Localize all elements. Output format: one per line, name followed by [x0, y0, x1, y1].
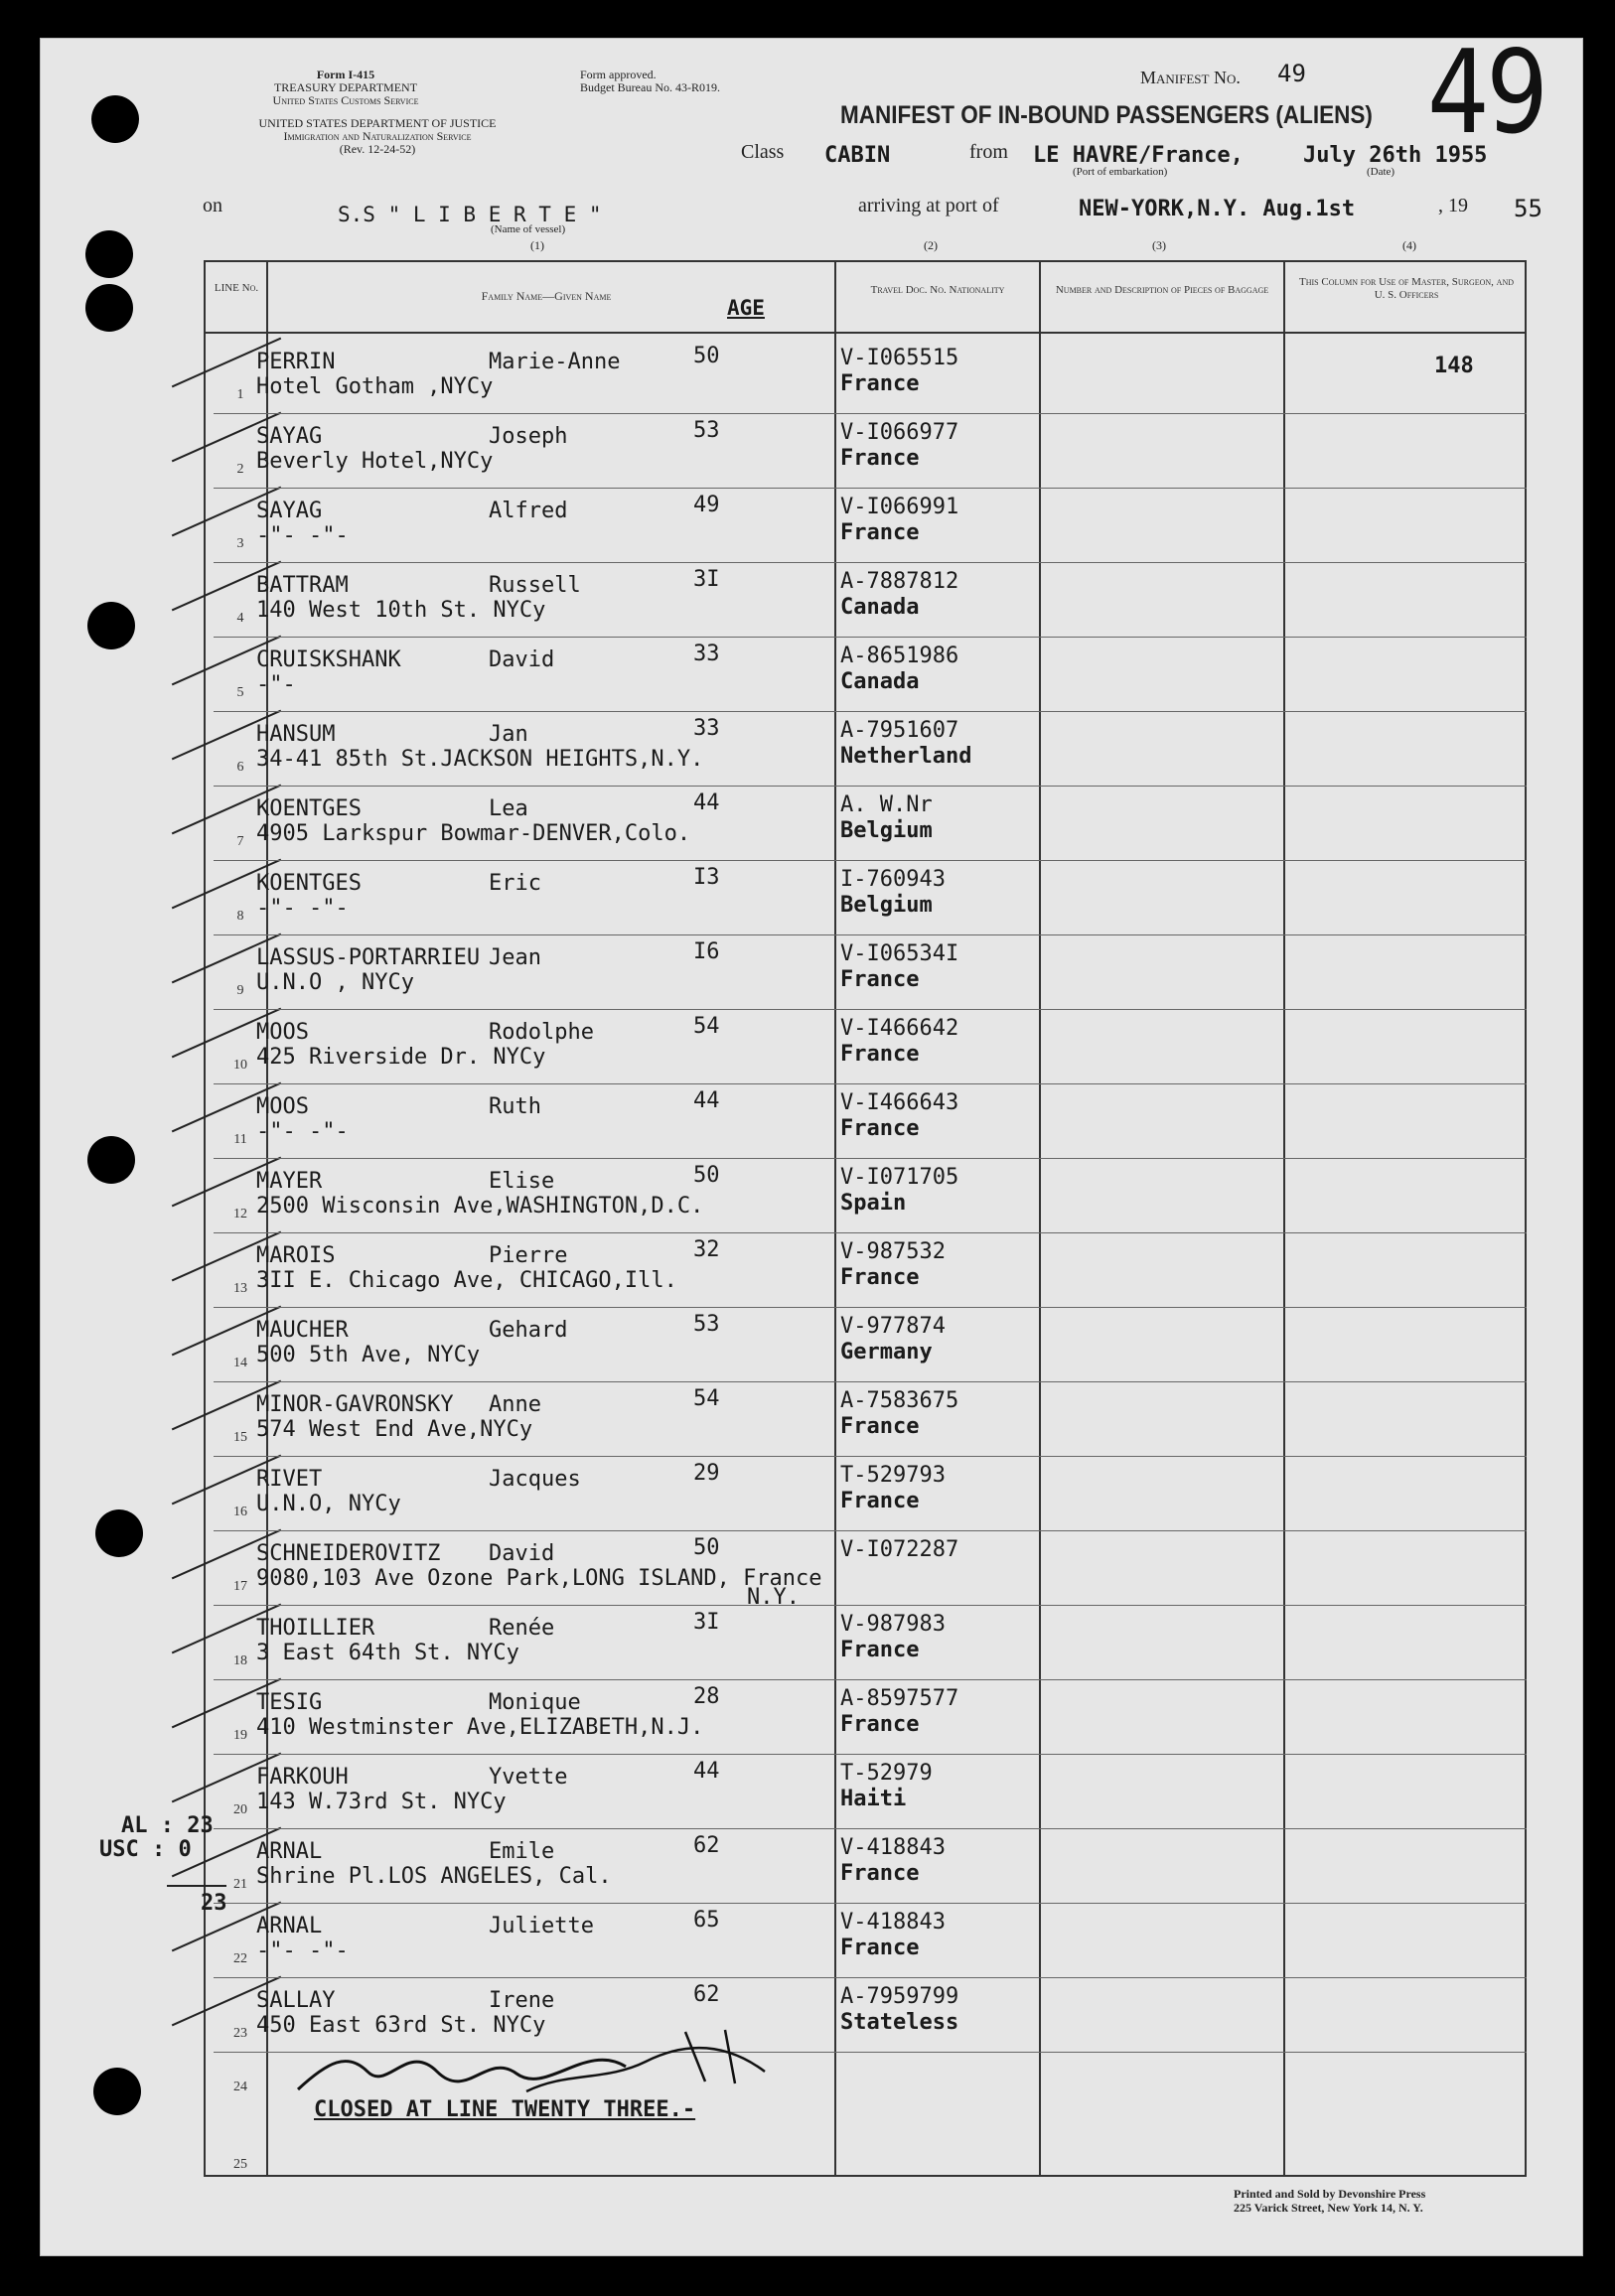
- family-name: CRUISKSHANK: [256, 647, 401, 672]
- address: -"- -"-: [256, 1938, 349, 1963]
- header-form-id: Form I-415: [316, 68, 375, 81]
- nationality: Germany: [840, 1340, 933, 1364]
- nationality: France: [840, 446, 920, 471]
- travel-doc-number: V-I066977: [840, 420, 959, 445]
- age-value: 53: [693, 1312, 720, 1337]
- officer-signature: [288, 2012, 884, 2107]
- travel-doc-number: V-977874: [840, 1314, 946, 1339]
- nationality: France: [840, 967, 920, 992]
- year-suffix: 55: [1514, 195, 1542, 222]
- address: Shrine Pl.LOS ANGELES, Cal.: [256, 1864, 612, 1889]
- age-value: 33: [693, 642, 720, 666]
- footer-printer: Printed and Sold by Devonshire Press: [1234, 2187, 1426, 2201]
- row-divider: [214, 1903, 1527, 1904]
- row-divider: [214, 1307, 1527, 1308]
- address: 4905 Larkspur Bowmar-DENVER,Colo.: [256, 821, 691, 846]
- table-row: [0, 1684, 1542, 1764]
- age-value: 53: [693, 418, 720, 443]
- family-name: PERRIN: [256, 350, 336, 374]
- line-number: 20: [233, 1802, 247, 1817]
- punch-hole: [93, 2068, 141, 2115]
- line-number: 23: [233, 2026, 247, 2041]
- col-baggage: Number and Description of Pieces of Baggage: [1055, 284, 1269, 296]
- travel-doc-number: A-7959799: [840, 1984, 959, 2009]
- age-value: 3I: [693, 1610, 720, 1635]
- table-row: [0, 567, 1542, 646]
- address: 574 West End Ave,NYCy: [256, 1417, 533, 1442]
- address: -"- -"-: [256, 523, 349, 548]
- port-caption: (Port of embarkation): [1073, 166, 1168, 178]
- row-divider: [214, 1158, 1527, 1159]
- age-value: I3: [693, 865, 720, 890]
- table-row: [0, 1088, 1542, 1168]
- line-number: 21: [233, 1877, 247, 1892]
- family-name: LASSUS-PORTARRIEU: [256, 945, 481, 970]
- given-name: Marie-Anne: [489, 350, 621, 374]
- age-value: 50: [693, 344, 720, 368]
- travel-doc-number: V-I466643: [840, 1090, 959, 1115]
- manifest-no-value: 49: [1277, 60, 1306, 87]
- row-divider: [214, 1679, 1527, 1680]
- row-divider: [214, 934, 1527, 935]
- travel-doc-number: T-529793: [840, 1463, 946, 1488]
- col-line-no: LINE No.: [214, 282, 259, 294]
- row-divider: [214, 711, 1527, 712]
- table-row: [0, 865, 1542, 944]
- nationality: Canada: [840, 595, 920, 620]
- travel-doc-number: A-8597577: [840, 1686, 959, 1711]
- travel-doc-number: V-I466642: [840, 1016, 959, 1041]
- given-name: Monique: [489, 1690, 581, 1715]
- table-row: [0, 939, 1542, 1019]
- col-age: AGE: [727, 296, 765, 320]
- line-number: 5: [236, 685, 244, 700]
- line-number: 6: [236, 760, 244, 775]
- vessel-caption: (Name of vessel): [491, 223, 566, 235]
- line-number: 4: [236, 611, 244, 626]
- address: 410 Westminster Ave,ELIZABETH,N.J.: [256, 1715, 704, 1740]
- row-divider: [214, 413, 1527, 414]
- family-name: SCHNEIDEROVITZ: [256, 1541, 441, 1566]
- nationality: France: [840, 1414, 920, 1439]
- age-value: 54: [693, 1014, 720, 1039]
- vessel-name: S.S " L I B E R T E ": [338, 203, 602, 226]
- family-name: MOOS: [256, 1094, 309, 1119]
- given-name: Irene: [489, 1988, 555, 2013]
- given-name: David: [489, 1541, 555, 1566]
- date-value: July 26th 1955: [1303, 143, 1488, 168]
- col-officers: This Column for Use of Master, Surgeon, and U. S. Officers: [1299, 276, 1514, 301]
- travel-doc-number: V-I071705: [840, 1165, 959, 1190]
- travel-doc-number: V-987532: [840, 1239, 946, 1264]
- travel-doc-number: V-418843: [840, 1910, 946, 1935]
- nationality: Spain: [840, 1191, 907, 1216]
- travel-doc-number: V-987983: [840, 1612, 946, 1637]
- given-name: Alfred: [489, 499, 568, 523]
- address: U.N.O, NYCy: [256, 1492, 401, 1516]
- address: 3 East 64th St. NYCy: [256, 1641, 519, 1665]
- row-divider: [214, 1381, 1527, 1382]
- line-number: 11: [233, 1132, 247, 1147]
- given-name: Rodolphe: [489, 1020, 594, 1045]
- table-row: [0, 1610, 1542, 1689]
- given-name: Ruth: [489, 1094, 541, 1119]
- family-name: THOILLIER: [256, 1616, 375, 1641]
- big-manifest-number: 49: [1427, 26, 1545, 160]
- line-number: 10: [233, 1058, 247, 1073]
- line-number: 1: [236, 387, 244, 402]
- age-value: 29: [693, 1461, 720, 1486]
- table-row: [0, 418, 1542, 498]
- row-divider: [214, 637, 1527, 638]
- row-divider: [214, 1605, 1527, 1606]
- nationality: Canada: [840, 669, 920, 694]
- manifest-no-label: Manifest No.: [1140, 68, 1241, 87]
- given-name: Gehard: [489, 1318, 568, 1343]
- line-number: 13: [233, 1281, 247, 1296]
- nationality: France: [840, 1861, 920, 1886]
- line-number: 19: [233, 1728, 247, 1743]
- year-prefix: , 19: [1438, 195, 1468, 216]
- nationality: Belgium: [840, 818, 933, 843]
- family-name: BATTRAM: [256, 573, 349, 598]
- table-row: [0, 1908, 1542, 1987]
- address: U.N.O , NYCy: [256, 970, 414, 995]
- family-name: ARNAL: [256, 1839, 323, 1864]
- travel-doc-number: A-7887812: [840, 569, 959, 594]
- age-value: 44: [693, 790, 720, 815]
- age-value: 62: [693, 1982, 720, 2007]
- line-number: 7: [236, 834, 244, 849]
- family-name: SAYAG: [256, 499, 323, 523]
- travel-doc-number: A-8651986: [840, 644, 959, 668]
- col-num-2: (2): [924, 238, 938, 252]
- age-value: 54: [693, 1386, 720, 1411]
- given-name: Jan: [489, 722, 528, 747]
- nationality: France: [840, 1638, 920, 1662]
- nationality: France: [840, 1489, 920, 1513]
- extra-ny-note: N.Y.: [747, 1585, 800, 1610]
- nationality: France: [840, 1116, 920, 1141]
- line-number-24: 24: [233, 2080, 247, 2094]
- travel-doc-number: V-I072287: [840, 1537, 959, 1562]
- line-number: 15: [233, 1430, 247, 1445]
- address: 140 West 10th St. NYCy: [256, 598, 546, 623]
- line-number: 9: [236, 983, 244, 998]
- line-number: 3: [236, 536, 244, 551]
- travel-doc-number: T-52979: [840, 1761, 933, 1786]
- arriving-label: arriving at port of: [858, 195, 999, 216]
- table-row: [0, 790, 1542, 870]
- age-value: 3I: [693, 567, 720, 592]
- line-number: 18: [233, 1653, 247, 1668]
- family-name: SALLAY: [256, 1988, 336, 2013]
- nationality: Haiti: [840, 1787, 907, 1811]
- table-row: [0, 1312, 1542, 1391]
- from-value: LE HAVRE/France,: [1033, 143, 1244, 168]
- header-approved: Form approved.: [580, 68, 657, 81]
- nationality: France: [840, 371, 920, 396]
- row-divider: [214, 1009, 1527, 1010]
- closed-note: CLOSED AT LINE TWENTY THREE.-: [314, 2097, 696, 2122]
- row-divider: [214, 1828, 1527, 1829]
- age-value: I6: [693, 939, 720, 964]
- nationality: Belgium: [840, 893, 933, 918]
- table-row: [0, 493, 1542, 572]
- line-number: 2: [236, 462, 244, 477]
- address: 2500 Wisconsin Ave,WASHINGTON,D.C.: [256, 1194, 704, 1219]
- nationality: France: [840, 1936, 920, 1960]
- header-budget: Budget Bureau No. 43-R019.: [580, 80, 720, 94]
- table-row: [0, 1163, 1542, 1242]
- header-customs: United States Customs Service: [272, 93, 419, 107]
- given-name: Joseph: [489, 424, 568, 449]
- family-name: KOENTGES: [256, 871, 362, 896]
- given-name: Elise: [489, 1169, 555, 1194]
- travel-doc-number: V-418843: [840, 1835, 946, 1860]
- table-row: [0, 344, 1542, 423]
- class-label: Class: [741, 141, 785, 163]
- on-label: on: [203, 195, 222, 216]
- given-name: Juliette: [489, 1914, 594, 1938]
- header-justice: UNITED STATES DEPARTMENT OF JUSTICE: [258, 116, 497, 130]
- travel-doc-number: V-I065515: [840, 346, 959, 370]
- age-value: 49: [693, 493, 720, 517]
- arrival-port: NEW-YORK,N.Y. Aug.1st: [1079, 197, 1356, 221]
- family-name: SAYAG: [256, 424, 323, 449]
- age-value: 62: [693, 1833, 720, 1858]
- travel-doc-number: V-I06534I: [840, 941, 959, 966]
- address: 450 East 63rd St. NYCy: [256, 2013, 546, 2038]
- table-bottom-border: [204, 2175, 1527, 2177]
- travel-doc-number: I-760943: [840, 867, 946, 892]
- address: 3II E. Chicago Ave, CHICAGO,Ill.: [256, 1268, 677, 1293]
- col-num-3: (3): [1152, 238, 1166, 252]
- punch-hole: [91, 95, 139, 143]
- officer-note: 148: [1434, 354, 1474, 378]
- row-divider: [214, 488, 1527, 489]
- row-divider: [214, 1977, 1527, 1978]
- from-label: from: [969, 141, 1008, 163]
- nationality: Stateless: [840, 2010, 959, 2035]
- given-name: Jacques: [489, 1467, 581, 1492]
- age-value: 33: [693, 716, 720, 741]
- date-caption: (Date): [1367, 166, 1395, 178]
- tally-underline: [167, 1885, 226, 1887]
- given-name: Emile: [489, 1839, 555, 1864]
- age-value: 32: [693, 1237, 720, 1262]
- family-name: HANSUM: [256, 722, 336, 747]
- row-divider: [214, 562, 1527, 563]
- given-name: Renée: [489, 1616, 555, 1641]
- table-header-border: [204, 332, 1527, 334]
- given-name: Yvette: [489, 1765, 568, 1790]
- class-value: CABIN: [824, 143, 891, 168]
- table-row: [0, 716, 1542, 795]
- col-family-given: Family Name—Given Name: [481, 289, 612, 303]
- table-row: [0, 1759, 1542, 1838]
- address: 425 Riverside Dr. NYCy: [256, 1045, 546, 1070]
- family-name: RIVET: [256, 1467, 323, 1492]
- address: 34-41 85th St.JACKSON HEIGHTS,N.Y.: [256, 747, 704, 772]
- row-divider: [214, 860, 1527, 861]
- row-divider: [214, 1754, 1527, 1755]
- table-row: [0, 1461, 1542, 1540]
- family-name: ARNAL: [256, 1914, 323, 1938]
- given-name: Jean: [489, 945, 541, 970]
- given-name: Lea: [489, 796, 528, 821]
- address: 9080,103 Ave Ozone Park,LONG ISLAND, France: [256, 1566, 822, 1591]
- line-number: 14: [233, 1356, 247, 1370]
- travel-doc-number: A-7951607: [840, 718, 959, 743]
- address: -"- -"-: [256, 1119, 349, 1144]
- travel-doc-number: A-7583675: [840, 1388, 959, 1413]
- tally-total: 23: [201, 1891, 227, 1916]
- nationality: France: [840, 1042, 920, 1067]
- line-number-25: 25: [233, 2157, 247, 2172]
- row-divider: [214, 786, 1527, 787]
- tally-citizens: USC : 0: [99, 1837, 192, 1862]
- header-ins: Immigration and Naturalization Service: [283, 129, 472, 143]
- travel-doc-number: A. W.Nr: [840, 792, 933, 817]
- table-row: [0, 1237, 1542, 1317]
- row-divider: [214, 1530, 1527, 1531]
- address: -"- -"-: [256, 896, 349, 921]
- table-row: [0, 1386, 1542, 1466]
- age-value: 50: [693, 1535, 720, 1560]
- line-number: 8: [236, 909, 244, 924]
- family-name: TESIG: [256, 1690, 323, 1715]
- travel-doc-number: V-I066991: [840, 495, 959, 519]
- col-num-1: (1): [530, 238, 544, 252]
- footer-address: 225 Varick Street, New York 14, N. Y.: [1234, 2201, 1423, 2215]
- table-row: [0, 1014, 1542, 1093]
- manifest-title: MANIFEST OF IN-BOUND PASSENGERS (ALIENS): [840, 101, 1373, 129]
- line-number: 22: [233, 1951, 247, 1966]
- punch-hole: [85, 230, 133, 278]
- table-row: [0, 1833, 1542, 1913]
- address: Hotel Gotham ,NYCy: [256, 374, 494, 399]
- age-value: 44: [693, 1088, 720, 1113]
- family-name: FARKOUH: [256, 1765, 349, 1790]
- given-name: Russell: [489, 573, 581, 598]
- family-name: MINOR-GAVRONSKY: [256, 1392, 454, 1417]
- table-top-border: [204, 260, 1527, 262]
- table-row: [0, 642, 1542, 721]
- address: Beverly Hotel,NYCy: [256, 449, 494, 474]
- address: 143 W.73rd St. NYCy: [256, 1790, 507, 1814]
- address: -"-: [256, 672, 296, 697]
- family-name: MAROIS: [256, 1243, 336, 1268]
- tally-aliens: AL : 23: [121, 1813, 214, 1838]
- age-value: 28: [693, 1684, 720, 1709]
- nationality: France: [840, 1712, 920, 1737]
- family-name: MAUCHER: [256, 1318, 349, 1343]
- nationality: Netherland: [840, 744, 972, 769]
- family-name: MOOS: [256, 1020, 309, 1045]
- family-name: KOENTGES: [256, 796, 362, 821]
- family-name: MAYER: [256, 1169, 323, 1194]
- header-treasury: TREASURY DEPARTMENT: [273, 80, 418, 94]
- given-name: David: [489, 647, 555, 672]
- nationality: France: [840, 1265, 920, 1290]
- row-divider: [214, 1456, 1527, 1457]
- line-number: 17: [233, 1579, 247, 1594]
- given-name: Pierre: [489, 1243, 568, 1268]
- row-divider: [214, 1083, 1527, 1084]
- punch-hole: [85, 284, 133, 332]
- given-name: Anne: [489, 1392, 541, 1417]
- age-value: 65: [693, 1908, 720, 1933]
- header-rev: (Rev. 12-24-52): [339, 142, 416, 156]
- col-travel-doc: Travel Doc. No. Nationality: [870, 284, 1005, 296]
- col-num-4: (4): [1402, 238, 1416, 252]
- row-divider: [214, 1232, 1527, 1233]
- line-number: 16: [233, 1505, 247, 1519]
- address: 500 5th Ave, NYCy: [256, 1343, 481, 1367]
- age-value: 50: [693, 1163, 720, 1188]
- given-name: Eric: [489, 871, 541, 896]
- age-value: 44: [693, 1759, 720, 1784]
- nationality: France: [840, 520, 920, 545]
- line-number: 12: [233, 1207, 247, 1221]
